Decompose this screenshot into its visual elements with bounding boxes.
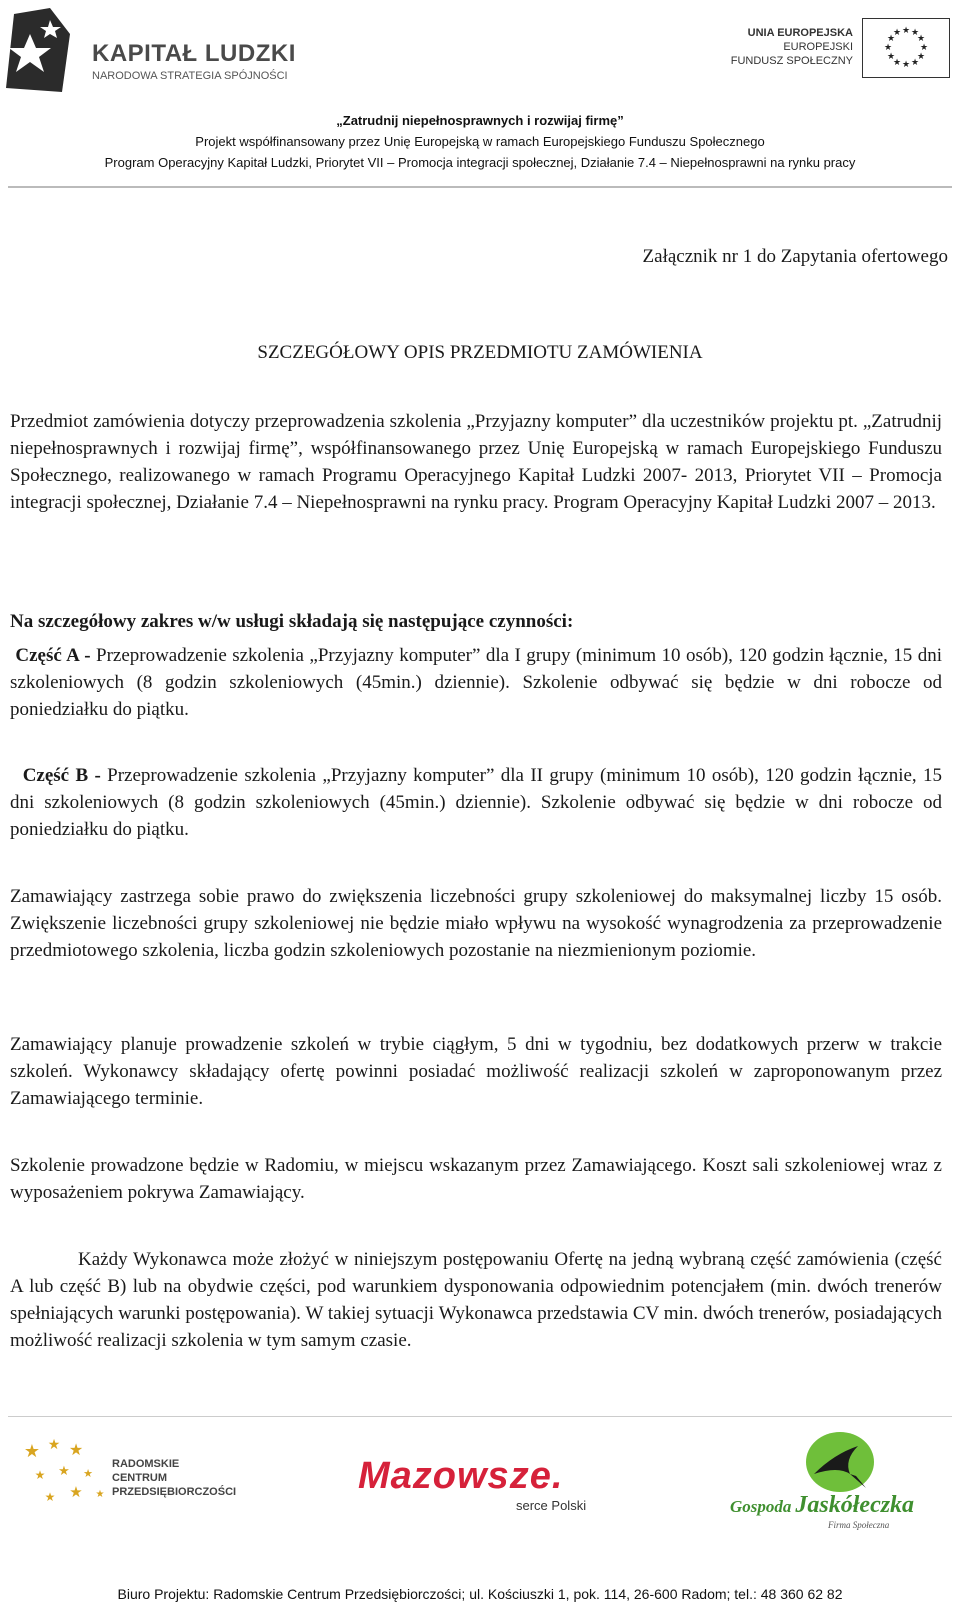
gold-stars-icon: [20, 1435, 112, 1513]
part-b-text: Przeprowadzenie szkolenia „Przyjazny komputer” dla II grupy (minimum 10 osób), 120 godzin łącznie, 15 dni szkoleniowych (8 godzin szkoleniowych (45min.) dziennie). Szkolenie odbywać się będzie w dni robocze od poniedziałku do piątku.: [10, 765, 943, 840]
svg-text:★: ★: [892, 58, 902, 68]
intro-paragraph: Przedmiot zamówienia dotyczy przeprowadzenia szkolenia „Przyjazny komputer” dla uczestników projektu pt. „Zatrudnij niepełnosprawnych i rozwijaj firmę”, współfinansowanego przez Unię Europejską w ramach Europejskiego Funduszu Społecznego, realizowanego w ramach Programu Operacyjnego Kapitał Ludzki 2007- 2013, Priorytet VII – Promocja integracji społecznej, Działanie 7.4 – Niepełnosprawni na rynku pracy. Program Operacyjny Kapitał Ludzki 2007 – 2013.: [10, 411, 942, 513]
svg-text:★: ★: [910, 58, 920, 68]
annex-label: Załącznik nr 1 do Zapytania ofertowego: [642, 246, 948, 267]
offer-paragraph: Każdy Wykonawca może złożyć w niniejszym postępowaniu Ofertę na jedną wybraną część zamówienia (część A lub część B) lub na obydwie części, pod warunkiem dysponowania odpowiednim potencjałem (min. dwóch trenerów spełniających warunki postępowania). W takiej sytuacji Wykonawca przedstawia CV min. dwóch trenerów, posiadających możliwość realizacji szkolenia w tym samym czasie.: [10, 1249, 942, 1351]
header-divider: [8, 186, 952, 188]
scope-heading: Na szczegółowy zakres w/w usługi składają się następujące czynności:: [10, 611, 574, 632]
gospoda-logo: [730, 1430, 945, 1530]
kapital-ludzki-wordmark: [92, 40, 296, 82]
svg-text:★: ★: [69, 1483, 83, 1501]
project-title: „Zatrudnij niepełnosprawnych i rozwijaj firmę”: [336, 113, 624, 128]
eu-logo: [725, 18, 950, 80]
eu-flag-icon: [862, 18, 950, 78]
svg-text:★: ★: [47, 1437, 61, 1453]
project-office-address: Biuro Projektu: Radomskie Centrum Przedsiębiorczości; ul. Kościuszki 1, pok. 114, 26-600 Radom; tel.: 48 360 62 82: [117, 1586, 843, 1602]
gospoda-word-b: Jaskółeczka: [795, 1492, 915, 1518]
gospoda-wordmark: [730, 1492, 914, 1519]
part-a-paragraph: [10, 642, 942, 723]
eu-wordmark: [725, 26, 853, 68]
training-mode-paragraph: Zamawiający planuje prowadzenie szkoleń w trybie ciągłym, 5 dni w tygodniu, bez dodatkowych przerw w trakcie szkoleń. Wykonawcy składający ofertę powinni posiadać możliwość realizacji szkoleń w zaproponowanym przez Zamawiającego terminie.: [10, 1034, 942, 1109]
kl-subtitle: NARODOWA STRATEGIA SPÓJNOŚCI: [92, 70, 288, 82]
project-programme: Program Operacyjny Kapitał Ludzki, Priorytet VII – Promocja integracji społecznej, Działanie 7.4 – Niepełnosprawni na rynku pracy: [104, 155, 856, 170]
project-info: [0, 110, 960, 173]
kapital-ludzki-emblem-icon: [4, 4, 88, 96]
part-b-paragraph: [10, 762, 942, 843]
svg-text:★: ★: [910, 28, 920, 38]
svg-text:★: ★: [83, 1467, 93, 1480]
svg-text:★: ★: [23, 1441, 41, 1462]
svg-text:★: ★: [901, 26, 911, 36]
project-cofinancing: Projekt współfinansowany przez Unię Europejską w ramach Europejskiego Funduszu Społecznego: [195, 134, 765, 149]
svg-text:★: ★: [886, 52, 896, 62]
svg-text:★: ★: [44, 1490, 56, 1504]
svg-text:★: ★: [886, 34, 896, 44]
kapital-ludzki-logo: [4, 4, 304, 100]
svg-text:★: ★: [901, 60, 911, 70]
eu-line1: UNIA EUROPEJSKA: [747, 27, 853, 39]
part-a-text: Przeprowadzenie szkolenia „Przyjazny komputer” dla I grupy (minimum 10 osób), 120 godzin łącznie, 15 dni szkoleniowych (8 godzin szkoleniowych (45min.) dziennie). Szkolenie odbywać się będzie w dni robocze od poniedziałku do piątku.: [10, 645, 942, 720]
rcp-logo: [20, 1435, 240, 1515]
kl-title: KAPITAŁ LUDZKI: [92, 40, 296, 67]
training-place-paragraph: Szkolenie prowadzone będzie w Radomiu, w miejscu wskazanym przez Zamawiającego. Koszt sali szkoleniowej wraz z wyposażeniem pokrywa Zamawiający.: [10, 1155, 942, 1203]
group-size-paragraph: Zamawiający zastrzega sobie prawo do zwiększenia liczebności grupy szkoleniowej do maksymalnej liczby 15 osób. Zwiększenie liczebności grupy szkoleniowej nie będzie miało wpływu na wysokość wynagrodzenia za przeprowadzenie przedmiotowego szkolenia, liczba godzin szkoleniowych pozostanie na niezmienionym poziomie.: [10, 886, 942, 961]
svg-text:★: ★: [58, 1464, 70, 1479]
eu-line2: EUROPEJSKI: [783, 41, 853, 53]
rcp-wordmark: [112, 1457, 236, 1499]
swallow-icon: [800, 1430, 880, 1494]
mazowsze-wordmark: Mazowsze.: [358, 1455, 564, 1497]
svg-text:★: ★: [68, 1440, 84, 1459]
svg-text:★: ★: [919, 43, 929, 53]
mazowsze-logo: [358, 1456, 608, 1526]
document-title: SZCZEGÓŁOWY OPIS PRZEDMIOTU ZAMÓWIENIA: [257, 342, 703, 363]
footer-divider: [8, 1416, 952, 1417]
eu-line3: FUNDUSZ SPOŁECZNY: [730, 55, 853, 67]
page-header: [0, 0, 960, 195]
part-b-label: Część B -: [22, 765, 101, 786]
gospoda-tagline: Firma Społeczna: [828, 1520, 890, 1530]
gospoda-word-a: Gospoda: [730, 1497, 792, 1516]
footer-logos: [0, 1430, 960, 1540]
svg-text:★: ★: [95, 1489, 105, 1500]
rcp-line1: RADOMSKIE: [112, 1458, 180, 1470]
svg-text:★: ★: [892, 28, 902, 38]
rcp-line2: CENTRUM: [112, 1472, 167, 1484]
rcp-line3: PRZEDSIĘBIORCZOŚCI: [112, 1486, 237, 1498]
svg-text:★: ★: [916, 52, 926, 62]
mazowsze-tagline: serce Polski: [516, 1498, 587, 1513]
svg-text:★: ★: [34, 1468, 46, 1482]
svg-text:★: ★: [883, 43, 893, 53]
svg-text:★: ★: [916, 34, 926, 44]
part-a-label: Część A -: [15, 645, 91, 666]
